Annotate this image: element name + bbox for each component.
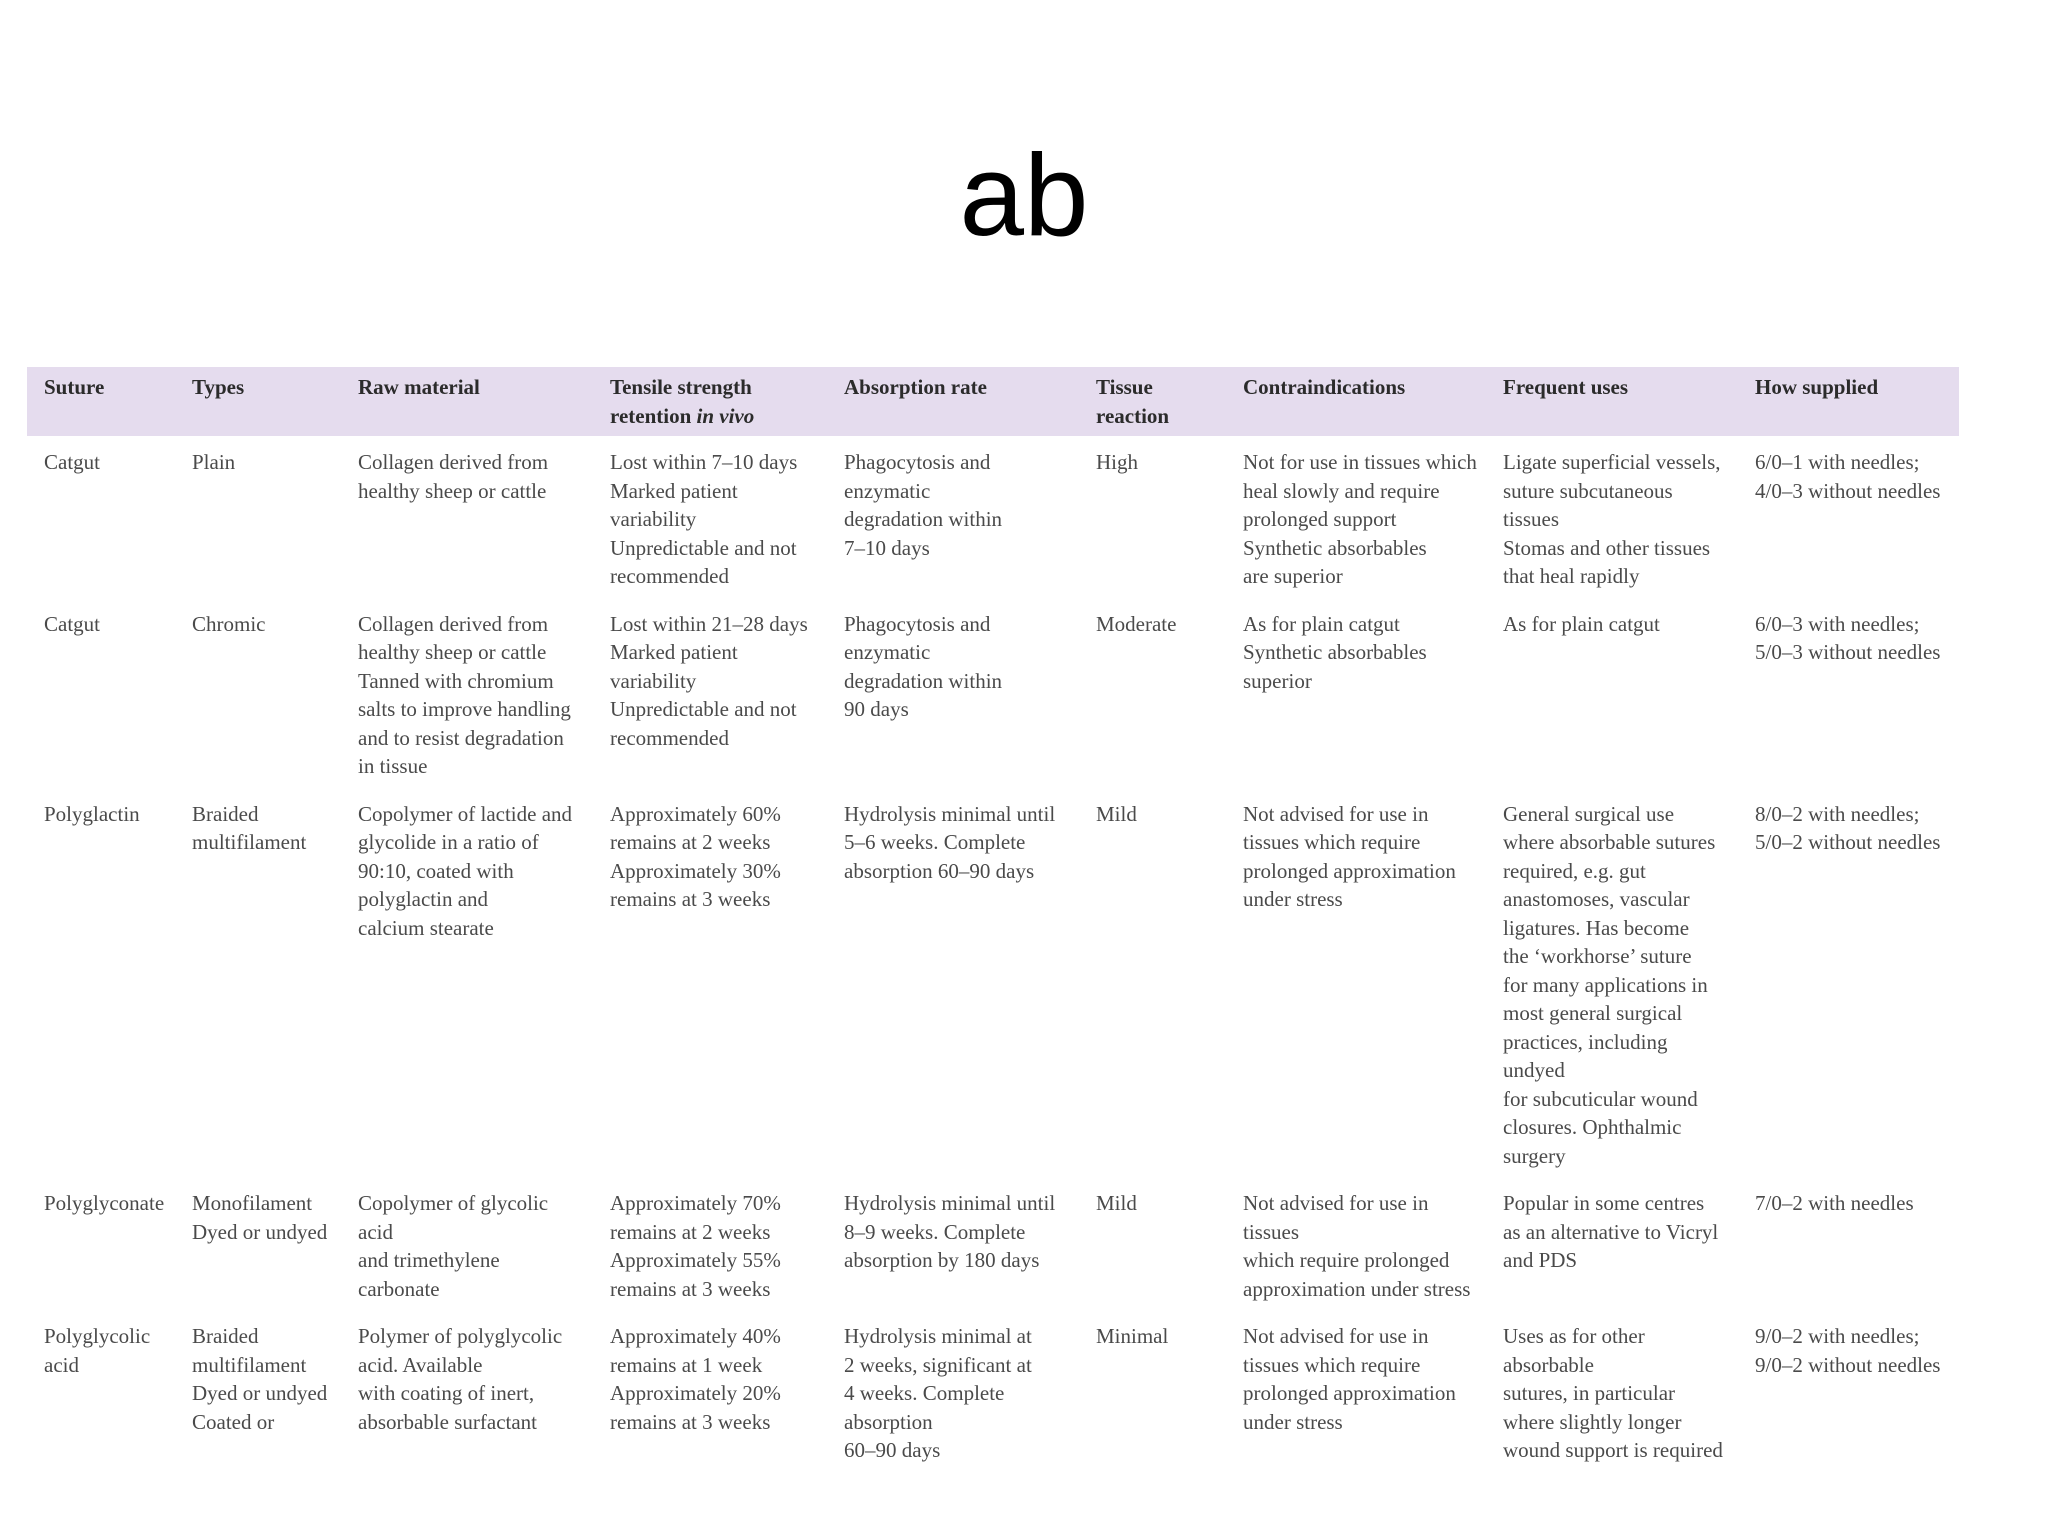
cell-how-supplied: 8/0–2 with needles; 5/0–2 without needles — [1755, 801, 1941, 854]
table-header-row — [27, 367, 1959, 436]
header-contraindications: Contraindications — [1243, 375, 1406, 399]
cell-absorption: Hydrolysis minimal until 5–6 weeks. Complete absorption 60–90 days — [844, 801, 1056, 883]
cell-contraindications: Not advised for use in tissues which require prolonged approximation under stress — [1243, 1324, 1456, 1434]
cell-how-supplied: 6/0–1 with needles; 4/0–3 without needles — [1755, 450, 1941, 503]
cell-how-supplied: 9/0–2 with needles; 9/0–2 without needles — [1755, 1324, 1941, 1377]
cell-contraindications: As for plain catgut Synthetic absorbables superior — [1243, 611, 1427, 693]
cell-types: Monofilament Dyed or undyed — [192, 1191, 328, 1244]
table-row — [27, 788, 1959, 1178]
header-tensile-line2 — [610, 402, 819, 431]
cell-frequent-uses: Popular in some centres as an alternative to Vicryl and PDS — [1503, 1191, 1719, 1272]
header-tensile-line2-prefix: retention — [610, 403, 697, 428]
cell-types: Plain — [192, 450, 236, 474]
cell-frequent-uses: General surgical use where absorbable sutures required, e.g. gut anastomoses, vascular ligatures. Has become the ‘workhorse’ suture for many applications in most general surgical practices, including undyed for subcuticular wound closures. Ophthalmic surgery — [1503, 801, 1716, 1168]
cell-raw-material: Collagen derived from healthy sheep or cattle Tanned with chromium salts to improve handling and to resist degradation in tissue — [358, 611, 571, 778]
cell-tissue-reaction: Mild — [1096, 1191, 1137, 1215]
header-types: Types — [192, 375, 245, 399]
cell-tensile: Approximately 70% remains at 2 weeks Approximately 55% remains at 3 weeks — [610, 1191, 781, 1301]
header-frequent-uses: Frequent uses — [1503, 375, 1629, 399]
cell-contraindications: Not advised for use in tissues which require prolonged approximation under stress — [1243, 1191, 1471, 1301]
cell-types: Chromic — [192, 611, 266, 636]
cell-tensile: Approximately 60% remains at 2 weeks Approximately 30% remains at 3 weeks — [610, 801, 781, 911]
cell-tensile: Approximately 40% remains at 1 week Approximately 20% remains at 3 weeks — [610, 1324, 781, 1434]
cell-frequent-uses: Uses as for other absorbable sutures, in particular where slightly longer wound support is required — [1503, 1324, 1723, 1462]
suture-table — [27, 367, 1959, 1472]
header-tensile-in-vivo: in vivo — [696, 403, 755, 428]
cell-contraindications: Not for use in tissues which heal slowly and require prolonged support Synthetic absorbables are superior — [1243, 450, 1477, 588]
cell-tissue-reaction: Mild — [1096, 801, 1137, 826]
cell-types: Braided multifilament — [192, 801, 307, 854]
cell-suture: Polyglactin — [44, 801, 140, 826]
cell-tissue-reaction: Moderate — [1096, 611, 1177, 636]
cell-absorption: Hydrolysis minimal at 2 weeks, significant at 4 weeks. Complete absorption 60–90 days — [844, 1324, 1032, 1462]
table-row — [27, 598, 1959, 788]
cell-suture: Polyglycolic acid — [44, 1324, 151, 1377]
table-row — [27, 1310, 1959, 1472]
cell-how-supplied: 7/0–2 with needles — [1755, 1191, 1914, 1215]
cell-absorption: Phagocytosis and enzymatic degradation within 90 days — [844, 611, 1003, 721]
cell-how-supplied: 6/0–3 with needles; 5/0–3 without needles — [1755, 611, 1941, 664]
cell-raw-material: Collagen derived from healthy sheep or cattle — [358, 450, 549, 503]
cell-absorption: Hydrolysis minimal until 8–9 weeks. Complete absorption by 180 days — [844, 1191, 1056, 1272]
cell-suture: Catgut — [44, 611, 100, 636]
header-how-supplied: How supplied — [1755, 375, 1879, 399]
cell-contraindications: Not advised for use in tissues which require prolonged approximation under stress — [1243, 801, 1456, 911]
slide-title: ab — [959, 130, 1089, 260]
cell-absorption: Phagocytosis and enzymatic degradation within 7–10 days — [844, 450, 1003, 560]
cell-tensile: Lost within 21–28 days Marked patient variability Unpredictable and not recommended — [610, 611, 808, 750]
header-tissue-reaction: Tissue reaction — [1096, 375, 1170, 428]
header-tensile-line1: Tensile strength — [610, 375, 752, 399]
cell-tissue-reaction: Minimal — [1096, 1324, 1169, 1348]
cell-tensile: Lost within 7–10 days Marked patient variability Unpredictable and not recommended — [610, 450, 798, 588]
cell-frequent-uses: As for plain catgut — [1503, 611, 1660, 636]
header-tensile-strength — [593, 367, 827, 436]
cell-raw-material: Polymer of polyglycolic acid. Available with coating of inert, absorbable surfactant — [358, 1324, 563, 1434]
cell-frequent-uses: Ligate superficial vessels, suture subcutaneous tissues Stomas and other tissues that heal rapidly — [1503, 450, 1721, 588]
cell-types: Braided multifilament Dyed or undyed Coated or — [192, 1324, 328, 1434]
cell-suture: Polyglyconate — [44, 1191, 165, 1215]
header-raw-material: Raw material — [358, 375, 480, 399]
cell-suture: Catgut — [44, 450, 100, 474]
header-suture: Suture — [44, 375, 105, 399]
cell-raw-material: Copolymer of glycolic acid and trimethylene carbonate — [358, 1191, 549, 1301]
header-absorption-rate: Absorption rate — [844, 375, 987, 399]
cell-tissue-reaction: High — [1096, 450, 1138, 474]
table-row — [27, 1177, 1959, 1310]
table-row — [27, 436, 1959, 598]
cell-raw-material: Copolymer of lactide and glycolide in a ratio of 90:10, coated with polyglactin and calcium stearate — [358, 801, 573, 940]
